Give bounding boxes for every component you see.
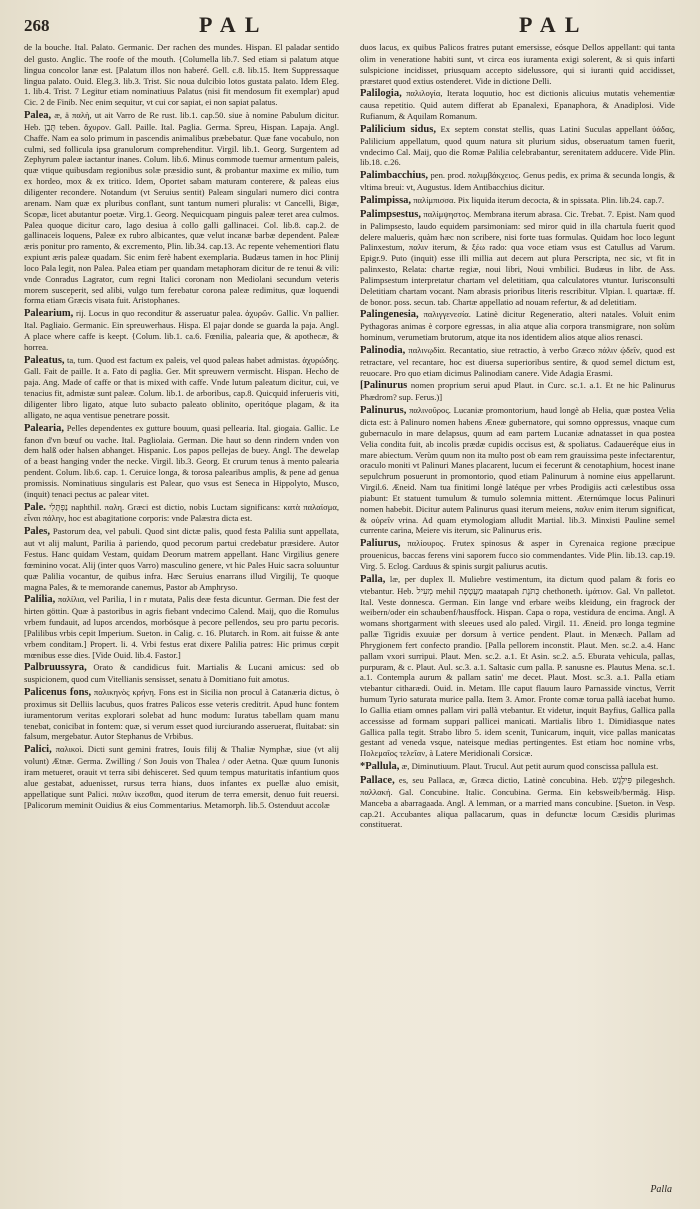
entry-text: rij. Locus in quo reconditur & asseruatur palea. ἀχυρῶν. Gallic. Vn pallier. Ital. Pagliaio. Germanic. Ein spreuwerhaus. Hispa. El pajar donde se guarda la paja. Angl. A place where caffe is keept. {Colum. lib.1. ca.6. Fœnilia, palearia que, & apothecæ, & horrea. (24, 308, 339, 352)
entry-text: παλικοὶ. Dicti sunt gemini fratres, Iouis filij & Thaliæ Nymphæ, siue (vt alij volunt) Ætnæ. Germa. Zwilling / Son Jouis von Thalea / oder Aetna. Quæ quum Iunonis iram metueret, orauit vt terra sibi dehisceret. Sed quum tempus maturitatis infantium quos alue gestabat, aduenisset, rursus terra hians, duos infantes ex puellæ aluo emisit, appellatique sunt Palici. παλιν ἱκεσθαι, quod iterum de terra emersit, denuo fuit reuersi. [Palicorum meminit Ouidius & eius Commentarius. Metamorph. lib.5. Ostenduut accolæ (24, 744, 339, 810)
entry-headword: Palimpissa, (360, 194, 412, 206)
running-head-right: PAL (519, 12, 589, 37)
entry-text: ta, tum. Quod est factum ex paleis, vel quod paleas habet admistas. ἀχυρώδης. Gall. Fait de paille. It a. Fato di paglia. Ger. Mit spreuwern vermischt. Hispan. Hecho de paja. Ang. Made of caffe or that is mixed with caffe. Vnde lutum paleatum dicitur, cui, ve tenacius fit, admistæ sunt paleæ. Colum. lib.1. de arboribus, cap.8. Quicquid inferueris viti, diligenter libro ligato, atque luto subacto paleato oblinito, operitóque plagam, & ita alligato, ne aqua ventisue penetrare possit. (24, 354, 339, 420)
entry-text: παλινοῦρος. Lucaniæ promontorium, haud longè ab Helia, quæ postea Velia dicta est: à Palinuro nomen habens Æneæ gubernatore, qui somno oppressus, vnaque cum gubernaculo in mare delapsus, quum ad eam partem Lucaniæ adnatasset in qua postea Velia condita fuit, ab incolis prædæ cupidis occisus est, & spoliatus. Cadaueréque eius in mare abiectum. Verùm quum non ita multo post ob eam rem grauissima peste infectarentur, oraculo moniti vt Palinuri Manes placarent, lucum ei fecerunt & cenotaphium, hocest inane sepulchrum posuerunt in promontorio, quod etiam Palinurum à nomine eius appellarunt. Virgil.6. Æneid. Nam tua finitimi longè latéque per vrbes Prodigiis acti cælestibus ossa piabunt: Et statuent tumulum & tumulo solemnia mittent. Æternúmque locus Palinuri nomen habebit. Dicitur autem Palinurus quasi iterum meiens, παλιν enim iterum significat, & οὐρεῖν vrina. Ad quam etymologiam alludit Martial. lib.3. Minxisti Pauline semel currente carina, Meiere vis iterum, sic Palinurus eris. (360, 405, 675, 536)
entry-headword: *Pallula, (360, 761, 400, 773)
entry-headword: Palimbacchius, (360, 170, 428, 182)
entry-headword: Palearium, (24, 308, 74, 320)
dictionary-entry (360, 170, 675, 193)
dictionary-entry (24, 687, 339, 742)
entry-text: נַפְתָּלִי naphthil. παλη. Græci est dictio, nobis Luctam significans: κατὰ παλαίσμα, εἶναι πάλην, hoc est abagitatione corporis: vnde Palæstra dicta est. (24, 501, 339, 524)
entry-headword: Palici, (24, 744, 52, 756)
page-number: 268 (24, 16, 50, 35)
right-column (360, 42, 675, 1172)
entry-text: nomen proprium serui apud Plaut. in Curc. sc.1. a.1. Et ne hic Palinurus Phædrom? sup. Ferus.)] (360, 380, 675, 403)
dictionary-entry (24, 502, 339, 525)
entry-text: παλιγγενεσία. Latinè dicitur Regeneratio, alteri natales. Voluit enim Pythagoras animas è corpore egressas, in alia atque alia corpora transmigrare, non solùm hominum, verumetiam brutorum, atque ita nos identidem alios atque alios renasci. (360, 309, 675, 343)
entry-text: παλικηνὸς κρήνη. Fons est in Sicilia non procul à Catanæria dictus, ò proximus sit Delliis lacubus, quos fratres Palicos esse veteris creditrit. Apud hunc fontem iuramentorum veritas explorari solebat ad hunc modum: Iuratus tabellam quam manu tenebat, conicibat in fontem: quæ, si verum esset quod iurciurando asseruerat, fluitabat: sin falsum, mergebatur. Autor Stephanus de Vrbibus. (24, 687, 339, 742)
entry-headword: Palearia, (24, 422, 64, 434)
entry-headword: Palicenus fons, (24, 687, 92, 699)
running-head-left: PAL (199, 12, 269, 37)
dictionary-entry (24, 526, 339, 592)
dictionary-entry (360, 124, 675, 168)
dictionary-entry (24, 42, 339, 108)
entry-headword: [Palinurus (360, 380, 408, 392)
entry-headword: Palbruussyra, (24, 662, 87, 674)
entry-text: pen. prod. παλιμβάκχειος. Genus pedis, ex prima & secunda longis, & vltima breui: vt, Augustus. Idem Antibacchius dicitur. (360, 170, 675, 193)
entry-headword: Pales, (24, 526, 50, 538)
dictionary-entry (360, 380, 675, 403)
entry-text: Orato & candidicus fuit. Martialis & Lucani amicus: sed ob suspicionem, quod cum Vitellianis sensisset, senatu à Domitiano fuit amotus. (24, 662, 339, 685)
dictionary-entry (360, 761, 675, 773)
left-column (24, 42, 339, 1172)
entry-text: παλίουρος. Frutex spinosus & asper in Cyrenaica regione præcipue prouenicus, baccas ferens vini saporem fucco sio commendantes. Vide Plin. lib.13. cap.19. Virg. 5. Eclog. Carduus & spinis surgit paliurus acutis. (360, 538, 675, 571)
entry-text: παλίμπισσα. Pix liquida iterum decocta, & in spissata. Plin. lib.24. cap.7. (413, 194, 665, 205)
entry-text: de la bouche. Ital. Palato. Germanic. Der rachen des mundes. Hispan. El paladar sentido del gusto. Anglic. The roofe of the mouth. {Columella lib.7. Sed etiam si palatum atque lingua concolor lanæ est. [Palatum illos non haberé. Gell. c.8. lib.15. Item Suppressaque lingua palato. Ouid. Eleg.3. lib.3. Trist. Sic noua dulcibio lotos gustata palato. Idem Eleg. 1. lib.4. Trist. 7 Legitur etiam nominatiuus Palatus (nisi fit mendosum fit exemplar) apud Cic. 2 de Finib. Nec enim sequitur, vt cui cor sapiat, ei non sapiat palatus. (24, 42, 339, 108)
dictionary-entry (360, 309, 675, 343)
entry-headword: Palinodia, (360, 344, 406, 356)
entry-headword: Palilia, (24, 594, 56, 606)
entry-text: παλιλογία, Iterata loquutio, hoc est dictionis alicuius mutatis vehementiæ causa repetitio. Quid autem differat ab Epanalexi, Epanaphora, & Anadiplosi. Vide Rufianum, & Aquilam Romanum. (360, 88, 675, 122)
dictionary-entry (360, 405, 675, 536)
entry-headword: Pale. (24, 501, 46, 513)
entry-text: Ex septem constat stellis, quas Latini Suculas appellant ὑάδας, Palilicium appellatum, quod quum natura sit plurium sidus, obseruatum tamen fuerit, vndecimo Cal. Maij, quo die Romæ Palilia celebrabantur, serenitatem adducere. Vide Plin. lib.18. c.26. (360, 123, 675, 168)
dictionary-entry (24, 308, 339, 352)
entry-text: παλινῳδία. Recantatio, siue retractio, à verbo Græco πάλιν ᾠδεῖν, quod est retractare, vel recantare, hoc est diuersa superioribus sentire, & quod semel dictum est, reuocare. Pro quo etiam dicimus Palinodiam canere. Vide Adagia Erasmi. (360, 344, 675, 378)
dictionary-entry (360, 345, 675, 379)
catchword: Palla (650, 1184, 672, 1195)
entry-headword: Paleatus, (24, 354, 65, 366)
entry-text: Pastorum dea, vel pabuli. Quod sint dictæ palis, quod festa Palilia sunt appellata, aut vt alij malunt, Parilia à pariendo, quod pecorum partui credebatur præsidere. Autor Festus. Hanc quidam Vestam, quidam Deorum matrem appellant. Hanc Virgilius genere fœminino vocat. Alij (inter quos Varro) masculino genere, vt hic Pales Huic sacra soluuntur quæ Palilia vocantur, de quibus infra. Hæc Seruius enarrans illud Virgilij, Te quoque magna Pales, & te memorande canemus, Pastor ab Amphryso. (24, 526, 339, 592)
entry-text: duos lacus, ex quibus Palicos fratres putant emersisse, eósque Dellos appellant: qui tanta olim in veneratione habiti sunt, vt circa eos iuramenta exigi solerent, & si quis infarti sulspicione incidisset, priusquam accepto sidelussore, qui si iuranti quid accidisset, præstaret quod extius ostenderet. Vide in dictione Delli. (360, 42, 675, 86)
entry-text: παλίλια, vel Parilia, l in r mutata, Palis deæ festa dicuntur. German. Die fest der hirten göttin. Quæ à pastoribus in agris fiebant vndecimo Calend. Maij, quo die Romulus vrbem fundauit, ad lupos arcendos, morbósque à pecore pellendos, seu pro partu pecoris. [Palilibus vrbis cepit Imperium. Sueton. in Calig. c. 16. Plutarch. in Rom. ait fuisse & ante vrbem conditam.] Propert. li. 4. Vrbi festus erat dixere Palilia patres: Hic primus cœpit mœnibus esse dies. [Vide Ouid. lib.4. Fastor.] (24, 594, 339, 660)
entry-headword: Paliurus, (360, 538, 401, 550)
dictionary-entry (24, 744, 339, 810)
dictionary-entry (360, 574, 675, 759)
entry-text: es, seu Pallaca, æ, Græca dictio, Latinè concubina. Heb. פִּילֶגֶשׁ pilegeshch. παλλακή. Gal. Concubine. Italic. Concubina. Germa. Ein kebsweib/bermäg. Hisp. Manceba a abarragaada. Angl. A lemman, or a married mans concubine. [Sueton. in Vesp. cap.21. Accubantes aliqua pallacarum, quas in defunctæ locum Cæsidis plurimas constituerat. (360, 775, 675, 830)
dictionary-entry (360, 209, 675, 308)
page-header (24, 12, 676, 38)
dictionary-entry (360, 538, 675, 572)
dictionary-entry (24, 662, 339, 685)
entry-headword: Palla, (360, 573, 386, 585)
dictionary-entry (24, 355, 339, 421)
entry-text: Pelles dependentes ex gutture bouum, quasi pellearia. Ital. giogaia. Gallic. Le fanon d'vn bœuf ou vache. Ital. Pagliolaia. German. Die haut so denn rindern vnden von dem halß oder halsen abhanget. Hispanic. Los papos pellejas de buey. Angl. The dewelap of a beast hanging vnder the necke. Virgil. lib.3. Georg. Et crurum tenus à mento palearia pendent. Colum. lib.6. cap. 1. Ceruice longa, & torosa palearibus amplis, & pene ad genua promissis. Nominatiuus singularis est Palear, quo vsus est Seneca in Hippolyto, Musco, (inquit) tenaci pectus ac palear vitet. (24, 422, 339, 499)
dictionary-entry (360, 195, 675, 207)
dictionary-entry (24, 423, 339, 500)
entry-headword: Palea, (24, 110, 52, 122)
entry-text: æ, Diminutiuum. Plaut. Trucul. Aut petit aurum quod conscissa pallula est. (401, 761, 659, 772)
entry-headword: Palilogia, (360, 88, 402, 100)
entry-headword: Palinurus, (360, 405, 407, 417)
entry-headword: Palingenesia, (360, 309, 419, 321)
entry-headword: Palimpsestus, (360, 208, 421, 220)
entry-text: læ, per duplex ll. Muliebre vestimentum, ita dictum quod palam & foris eo vtebantur. Heb. מְעִיל mehil מַעֲטָפָה maatapah כֻּתֹּנֶת chethoneth. ἱμάτιον. Gal. Vn palletot. Ital. Veste donnesca. German. Ein lange vnd erbare weibs kleidung, ein fragrock der weibern/oder ein schaubenf/hausffock. Hispan. Capa o ropa, vestidura de encima. Angl. A womans shortgarment with sleeues used alo paled. Virgil. 11. Æneid. pro longa tegmine pallæ Tigridis exuuiæ per dorsum à vertice pendent. Plaut. in Menæch. Pallam ad Phrygionem fert confecto prandio. [Palla pellorem inconstit. Plaut. Men. sc.2. a.4. Hanc pallam vxori surripui. Plaut. Men. sc.2. a.1. Et Asin. sc.2. a.5. Eburata vehicula, pallas, purpuram, & c. Plaut. Aul. sc.3. a.1. Saltasic cum palla. P. sanusne es. Plautus Mena. sc.1. a.1. Contempla aurum & pallam satin' me decet. Plaut. Most. sc.3. a.1. Palla etiam vtebantur citharædi. Ouid. in. Metam. Ille caput flauum lauro Parnasside vinctus, Verrit humum Tyrio saturata murice palla. Item 3. Amor. Fronte comæ torua pallà iacebat humo. Io Gallia etiam omnes pallam viri pallà vtebantur. Et videtur, inquit Bayfius, Gallica palla accessisse ad formam suppari pallicei manicati. Martialis libro 1. Dimidiasque nates Gallica palla tegit. Strabo libro 5. idem scenit, Tunicarum, inquit, vice pallas manicatas gestant ad veneda vsque, nateisque medias pertingentes. Est etiam hoc nomine vrbs, Πολεμαῖος τελεῖαν, à Latere Meridionali Corsicæ. (360, 573, 675, 759)
entry-text: æ, ä παλὴ, ut ait Varro de Re rust. lib.1. cap.50. siue à nomine Pabulum dicitur. Heb. תֶּבֶן teben. ἄχυρον. Gall. Paille. Ital. Paglia. Germa. Spreu, Hispan. Lapaja. Angl. Chaffe. Nam ea solo primum in pascendis animalibus præbebatur. Quæ fane vocabulo, non culmi, sed follicula ipsa granulorum comprehenditur. Virgil. lib.1. Georg. Surgentem ad Zephyrum paleæ iactantur inanes. Colum. lib.6. Minus commode tuemur armentum paleis, quæ vtique quibusdam regionibus solæ præsidio sunt, & probantur maxime ex milio, tum ex hordeo, mox & ex tritico. Idem, Oportet sabam maturam conterere, & paleas eius diligenter recondere. Notandum (vt Seruius sentit) Paleam singulari numero dici contra arenam. Nam quæ ex pluribus conflant, sunt tantum numeri pluralis: vt Cancelli, Bigæ, Scopæ, licet abutantur poetæ. Virg.1. Georg. Nequicquam pinguis paleæ teret area culmos. Palea quoque dicitur caro, lago desiua à collo galli gallinacei. Col. lib.8. cap.2. de gallinaceis loquens, Paleæ ex rubro albicantes, quæ velut incanæ barbæ dependent. Paleæ æris ponitur pro ramento, & excremento, Plin. lib.34. cap.13. Ac repente vehementiori flatu expiunt æris paleæ quadam. Sic enim ferè habent exemplaria. Budæus tamen in hoc Plinij loco Pala legit, non Palea. Palea etiam per quandam metaphoram dicitur de re tenui & vili: vnde Conradus Lagrator, cum regni Italici coronam non Mediolani secundum veteris morem susceperit, sed alibi, vulgo tum ferebatur corona paleæ redimitus, quæ loquendi forma etiam Græcis visata fuit. Aristophanes. (24, 110, 339, 306)
dictionary-entry (24, 594, 339, 660)
dictionary-entry (360, 42, 675, 86)
entry-headword: Pallace, (360, 775, 395, 786)
entry-headword: Palilicium sidus, (360, 123, 436, 135)
dictionary-entry (24, 110, 339, 306)
dictionary-entry (360, 88, 675, 122)
entry-text: παλίμψηστος. Membrana iterum abrasa. Cic. Trebat. 7. Epist. Nam quod in Palimpsesto, laudo equidem parsimoniam: sed miror quid in illa chartula fuerit quod delere malueris, quàm hæc non scribere, nisi forte tuas formulas. Quidam hoc loco legunt Palinxestum, παλιν iterum, & ξέω rado: qua voce etiam vsus est Catullus ad Varum. Epigr.9. Puto (inquit) esse illi millia aut decem aut plura Perscripta, nec sic, vt fit in palinxesto, Relata: chartæ regiæ, noui libri, Noui vmbilici. Budæus in libr. de Ass. Palimpsestum interpretatur chartam vel deletitiam, qua calculatores vtuntur. Iurisconsulti Deletitiam chartam vocant. Nam abrasis prioribus literis rescribitur. Vlpian. l. quartaæ. ff. de bonor. poss. secun. tab. Chartæ appellatio ad nouam refertur, & ad deletitiam. (360, 208, 675, 307)
dictionary-entry (360, 775, 675, 830)
